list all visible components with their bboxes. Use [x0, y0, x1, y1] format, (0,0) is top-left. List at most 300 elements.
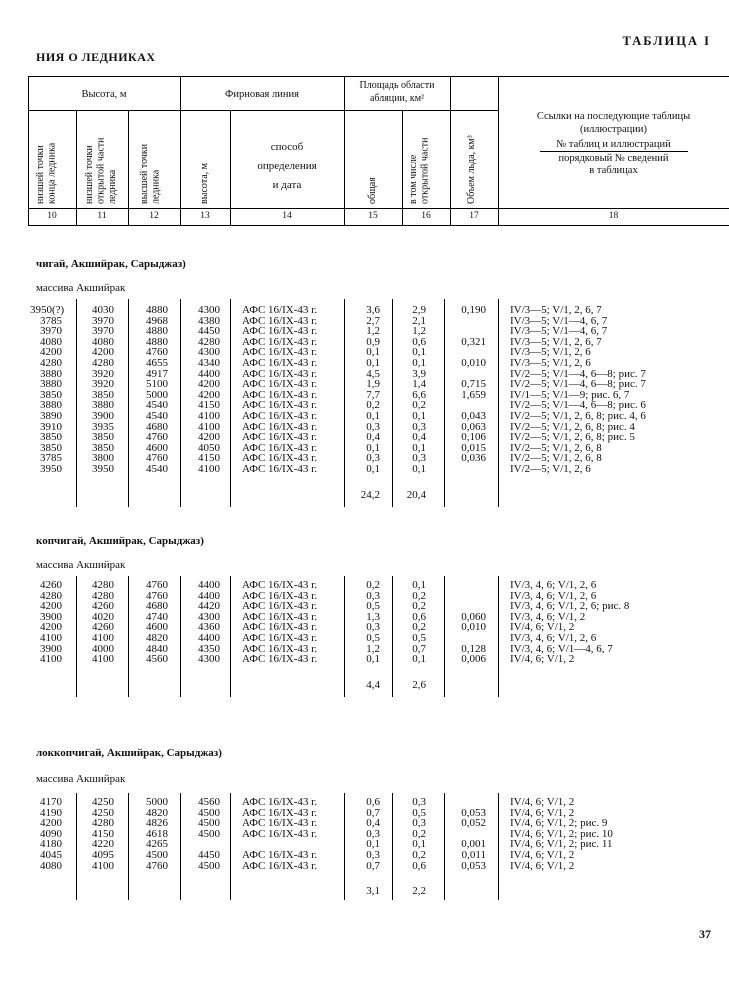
- table-cell: 4400: [198, 367, 220, 380]
- section-total: 3,1: [366, 885, 380, 897]
- table-cell: 4500: [198, 859, 220, 872]
- table-cell: 3935: [92, 420, 114, 433]
- table-cell: IV/4, 6; V/1, 2: [510, 796, 575, 808]
- table-cell: IV/4, 6; V/1, 2: [510, 859, 575, 872]
- table-cell: 0,011: [461, 849, 486, 861]
- section-subtitle: массива Акшийрак: [36, 559, 126, 571]
- table-cell: 4280: [92, 589, 114, 602]
- area-group-header: Площадь области абляции, км²: [359, 80, 435, 104]
- table-cell: 0,006: [461, 653, 486, 666]
- table-cell: 0,1: [412, 653, 426, 666]
- section-subtitle: массива Акшийрак: [36, 282, 126, 294]
- table-cell: 0,2: [412, 399, 426, 412]
- table-cell: 0,3: [366, 827, 380, 840]
- table-cell: 4200: [40, 346, 62, 359]
- table-cell: IV/3, 4, 6; V/1—4, 6, 7: [510, 642, 613, 655]
- table-cell: 4600: [146, 621, 168, 634]
- table-cell: 4200: [40, 600, 62, 613]
- table-cell: 4540: [146, 410, 168, 422]
- table-cell: 0,2: [366, 399, 380, 412]
- table-cell: 3910: [40, 420, 62, 433]
- table-cell: 0,5: [366, 600, 380, 613]
- table-cell: 0,6: [366, 796, 380, 808]
- table-cell: 3850: [40, 441, 62, 454]
- table-cell: 0,1: [412, 579, 426, 591]
- table-cell: IV/3, 4, 6; V/1, 2: [510, 610, 586, 623]
- table-cell: 4760: [146, 859, 168, 872]
- table-cell: 4170: [40, 796, 62, 808]
- table-cell: 4740: [146, 610, 168, 623]
- column-rule: [128, 299, 129, 507]
- table-cell: 4618: [146, 827, 168, 840]
- table-cell: 0,1: [412, 410, 426, 422]
- column-rule: [180, 576, 181, 697]
- table-cell: АФС 16/IX-43 г.: [242, 796, 318, 808]
- table-cell: 1,2: [366, 325, 380, 338]
- table-cell: АФС 16/IX-43 г.: [242, 304, 318, 316]
- table-cell: 3970: [92, 325, 114, 338]
- table-cell: АФС 16/IX-43 г.: [242, 817, 318, 830]
- table-cell: IV/4, 6; V/1, 2; рис. 10: [510, 827, 613, 840]
- table-cell: 4280: [40, 357, 62, 369]
- table-cell: 1,9: [366, 378, 380, 391]
- section-total: 2,6: [412, 679, 426, 691]
- column-rule: [180, 793, 181, 900]
- table-cell: 4280: [92, 579, 114, 591]
- table-cell: IV/3, 4, 6; V/1, 2, 6: [510, 589, 597, 602]
- table-cell: 4540: [146, 399, 168, 412]
- table-cell: 0,063: [461, 420, 486, 433]
- table-cell: АФС 16/IX-43 г.: [242, 849, 318, 861]
- column-rule: [344, 299, 345, 507]
- col18-header-tables: № таблиц и иллюстраций: [556, 139, 671, 150]
- section-title: чигай, Акшийрак, Сарыджаз): [36, 258, 186, 270]
- table-cell: 3970: [92, 314, 114, 327]
- table-cell: 0,2: [412, 849, 426, 861]
- table-cell: 0,3: [366, 589, 380, 602]
- table-cell: 4500: [198, 806, 220, 819]
- table-cell: 0,106: [461, 431, 486, 444]
- col11-header: низшей точки открытой части ледника: [84, 137, 118, 204]
- col16-header: в том числе открытой части: [408, 137, 431, 204]
- table-cell: 4340: [198, 357, 220, 369]
- table-cell: АФС 16/IX-43 г.: [242, 420, 318, 433]
- table-cell: 0,3: [366, 621, 380, 634]
- section-title: локкопчигай, Акшийрак, Сарыджаз): [36, 747, 222, 759]
- table-cell: 0,4: [366, 431, 380, 444]
- section-subtitle: массива Акшийрак: [36, 773, 126, 785]
- column-number: 16: [421, 211, 431, 221]
- table-cell: 4080: [40, 335, 62, 348]
- table-cell: 4880: [146, 304, 168, 316]
- table-cell: 0,1: [366, 441, 380, 454]
- column-rule: [344, 793, 345, 900]
- table-cell: 0,1: [366, 838, 380, 851]
- table-cell: 4820: [146, 632, 168, 644]
- table-cell: 6,6: [412, 388, 426, 401]
- table-cell: 4200: [198, 388, 220, 401]
- table-cell: АФС 16/IX-43 г.: [242, 827, 318, 840]
- col10-header: низшей точки конца ледника: [35, 142, 58, 204]
- col17-header: Объем льда, км³: [466, 135, 477, 204]
- table-cell: 0,010: [461, 357, 486, 369]
- table-cell: 3,9: [412, 367, 426, 380]
- table-cell: 4280: [92, 817, 114, 830]
- table-cell: 0,1: [412, 441, 426, 454]
- table-cell: 1,4: [412, 378, 426, 391]
- table-cell: 0,2: [412, 600, 426, 613]
- table-cell: 4760: [146, 589, 168, 602]
- table-cell: 4100: [92, 632, 114, 644]
- table-cell: IV/4, 6; V/1, 2; рис. 11: [510, 838, 613, 851]
- table-cell: АФС 16/IX-43 г.: [242, 399, 318, 412]
- table-cell: 0,3: [366, 420, 380, 433]
- table-cell: 4968: [146, 314, 168, 327]
- column-rule: [344, 576, 345, 697]
- table-cell: 0,3: [412, 796, 426, 808]
- col18-header-in-tables: в таблицах: [589, 165, 638, 176]
- table-cell: АФС 16/IX-43 г.: [242, 600, 318, 613]
- column-number: 13: [200, 211, 210, 221]
- table-cell: АФС 16/IX-43 г.: [242, 859, 318, 872]
- table-cell: 3970: [40, 325, 62, 338]
- table-cell: 1,2: [366, 642, 380, 655]
- column-number: 14: [282, 211, 292, 221]
- table-cell: АФС 16/IX-43 г.: [242, 653, 318, 666]
- table-cell: 3850: [92, 388, 114, 401]
- table-cell: 4100: [198, 463, 220, 475]
- table-cell: 3880: [40, 367, 62, 380]
- table-cell: АФС 16/IX-43 г.: [242, 621, 318, 634]
- table-cell: 0,3: [412, 420, 426, 433]
- table-cell: IV/4, 6; V/1, 2: [510, 806, 575, 819]
- table-cell: 4400: [198, 589, 220, 602]
- table-cell: 4880: [146, 335, 168, 348]
- table-cell: 0,321: [461, 335, 486, 348]
- table-cell: 4030: [92, 304, 114, 316]
- table-cell: 2,7: [366, 314, 380, 327]
- table-cell: АФС 16/IX-43 г.: [242, 463, 318, 475]
- table-cell: 3880: [40, 378, 62, 391]
- column-number: 15: [368, 211, 378, 221]
- table-cell: 4265: [146, 838, 168, 851]
- table-cell: IV/3—5; V/1—4, 6, 7: [510, 314, 608, 327]
- table-cell: 4100: [92, 653, 114, 666]
- table-cell: 4100: [40, 632, 62, 644]
- table-cell: 4400: [198, 632, 220, 644]
- table-cell: 0,190: [461, 304, 486, 316]
- table-cell: 1,3: [366, 610, 380, 623]
- table-cell: 4680: [146, 600, 168, 613]
- table-label: ТАБЛИЦА I: [622, 34, 711, 48]
- table-cell: 7,7: [366, 388, 380, 401]
- table-cell: IV/3—5; V/1, 2, 6: [510, 346, 591, 359]
- table-cell: 4500: [198, 817, 220, 830]
- table-cell: 4200: [92, 346, 114, 359]
- table-cell: 4260: [40, 579, 62, 591]
- table-cell: 0,3: [366, 849, 380, 861]
- table-cell: 3880: [92, 399, 114, 412]
- table-cell: 4450: [198, 325, 220, 338]
- table-cell: 0,5: [366, 632, 380, 644]
- table-cell: 0,9: [366, 335, 380, 348]
- table-cell: 4080: [40, 859, 62, 872]
- column-rule: [128, 793, 129, 900]
- column-number: 10: [47, 211, 57, 221]
- table-cell: 4095: [92, 849, 114, 861]
- table-cell: 0,5: [412, 632, 426, 644]
- section-total: 24,2: [360, 489, 380, 501]
- col15-header: общая: [367, 177, 378, 204]
- table-cell: 0,036: [461, 452, 486, 465]
- table-cell: 4260: [92, 621, 114, 634]
- table-cell: 4080: [92, 335, 114, 348]
- table-cell: 2,9: [412, 304, 426, 316]
- table-cell: 4760: [146, 579, 168, 591]
- table-cell: 4600: [146, 441, 168, 454]
- table-cell: 3,6: [366, 304, 380, 316]
- table-cell: 4760: [146, 431, 168, 444]
- table-cell: IV/3—5; V/1, 2, 6, 7: [510, 335, 602, 348]
- table-cell: 0,4: [412, 431, 426, 444]
- table-cell: 3850: [92, 431, 114, 444]
- table-cell: 4090: [40, 827, 62, 840]
- table-cell: 4300: [198, 346, 220, 359]
- table-cell: 3890: [40, 410, 62, 422]
- section-total: 20,4: [406, 489, 426, 501]
- table-cell: АФС 16/IX-43 г.: [242, 346, 318, 359]
- table-cell: 0,015: [461, 441, 486, 454]
- table-cell: АФС 16/IX-43 г.: [242, 642, 318, 655]
- table-cell: АФС 16/IX-43 г.: [242, 452, 318, 465]
- table-cell: 4300: [198, 610, 220, 623]
- column-rule: [498, 576, 499, 697]
- table-cell: 4280: [92, 357, 114, 369]
- table-cell: 4100: [198, 420, 220, 433]
- table-cell: 3785: [40, 314, 62, 327]
- table-cell: АФС 16/IX-43 г.: [242, 335, 318, 348]
- table-cell: 0,1: [366, 357, 380, 369]
- table-cell: 0,7: [366, 806, 380, 819]
- table-cell: 4880: [146, 325, 168, 338]
- table-cell: 3950: [40, 463, 62, 475]
- table-cell: АФС 16/IX-43 г.: [242, 410, 318, 422]
- col12-header: высшей точки ледника: [139, 143, 162, 204]
- table-cell: 4760: [146, 452, 168, 465]
- page-heading: НИЯ О ЛЕДНИКАХ: [36, 50, 156, 64]
- table-cell: 4200: [40, 621, 62, 634]
- table-cell: 0,1: [412, 838, 426, 851]
- col14-header: способ определения и дата: [257, 141, 317, 191]
- height-group-header: Высота, м: [81, 89, 127, 100]
- column-rule: [444, 793, 445, 900]
- table-cell: 0,5: [412, 806, 426, 819]
- table-cell: 4100: [92, 859, 114, 872]
- table-cell: 4400: [198, 579, 220, 591]
- table-cell: 4045: [40, 849, 62, 861]
- column-rule: [444, 576, 445, 697]
- col18-header-index: порядковый № сведений: [558, 153, 669, 164]
- table-cell: IV/2—5; V/1—4, 6—8; рис. 7: [510, 378, 646, 391]
- table-cell: 4100: [198, 410, 220, 422]
- table-cell: 0,128: [461, 642, 486, 655]
- table-cell: 4180: [40, 838, 62, 851]
- table-cell: IV/2—5; V/1—4, 6—8; рис. 6: [510, 399, 646, 412]
- table-cell: 0,1: [412, 357, 426, 369]
- table-cell: 5000: [146, 796, 168, 808]
- table-cell: IV/3, 4, 6; V/1, 2, 6: [510, 632, 597, 644]
- table-cell: 4380: [198, 314, 220, 327]
- table-cell: IV/4, 6; V/1, 2; рис. 9: [510, 817, 608, 830]
- table-cell: IV/3—5; V/1, 2, 6: [510, 357, 591, 369]
- section-total: 2,2: [412, 885, 426, 897]
- column-rule: [180, 299, 181, 507]
- column-rule: [392, 793, 393, 900]
- table-cell: 4655: [146, 357, 168, 369]
- table-cell: 4190: [40, 806, 62, 819]
- table-cell: 3950: [92, 463, 114, 475]
- table-cell: 4826: [146, 817, 168, 830]
- table-cell: 4350: [198, 642, 220, 655]
- table-cell: IV/3, 4, 6; V/1, 2, 6; рис. 8: [510, 600, 630, 613]
- table-cell: 4,5: [366, 367, 380, 380]
- table-cell: 0,715: [461, 378, 486, 391]
- table-cell: 4917: [146, 367, 168, 380]
- table-cell: IV/2—5; V/1—4, 6—8; рис. 7: [510, 367, 646, 380]
- table-cell: АФС 16/IX-43 г.: [242, 388, 318, 401]
- table-cell: 0,2: [366, 579, 380, 591]
- table-cell: 0,053: [461, 806, 486, 819]
- column-number: 18: [608, 211, 619, 221]
- table-cell: IV/3—5; V/1, 2, 6, 7: [510, 304, 602, 316]
- col13-header: высота, м: [199, 162, 210, 204]
- table-cell: 0,7: [412, 642, 426, 655]
- table-cell: АФС 16/IX-43 г.: [242, 579, 318, 591]
- column-rule: [392, 299, 393, 507]
- table-cell: 3900: [40, 642, 62, 655]
- table-cell: АФС 16/IX-43 г.: [242, 589, 318, 602]
- table-cell: АФС 16/IX-43 г.: [242, 357, 318, 369]
- table-cell: АФС 16/IX-43 г.: [242, 806, 318, 819]
- column-rule: [230, 793, 231, 900]
- col18-header-sub: (иллюстрации): [579, 124, 648, 135]
- column-rule: [498, 299, 499, 507]
- table-cell: АФС 16/IX-43 г.: [242, 325, 318, 338]
- column-number: 11: [97, 211, 107, 221]
- table-cell: IV/2—5; V/1, 2, 6: [510, 463, 591, 475]
- table-cell: 4260: [92, 600, 114, 613]
- table-cell: 4300: [198, 653, 220, 666]
- table-cell: 4220: [92, 838, 114, 851]
- table-cell: IV/3—5; V/1—4, 6, 7: [510, 325, 608, 338]
- table-cell: 0,7: [366, 859, 380, 872]
- section-title: копчигай, Акшийрак, Сарыджаз): [36, 535, 204, 547]
- table-cell: 2,1: [412, 314, 426, 327]
- table-cell: IV/2—5; V/1, 2, 6, 8: [510, 452, 602, 465]
- table-cell: АФС 16/IX-43 г.: [242, 367, 318, 380]
- table-cell: АФС 16/IX-43 г.: [242, 378, 318, 391]
- column-rule: [76, 299, 77, 507]
- table-cell: IV/2—5; V/1, 2, 6, 8: [510, 441, 602, 454]
- table-cell: АФС 16/IX-43 г.: [242, 314, 318, 327]
- table-cell: 4840: [146, 642, 168, 655]
- table-cell: 0,6: [412, 335, 426, 348]
- table-cell: АФС 16/IX-43 г.: [242, 441, 318, 454]
- table-cell: 0,2: [412, 589, 426, 602]
- table-cell: 3850: [40, 431, 62, 444]
- table-cell: IV/3, 4, 6; V/1, 2, 6: [510, 579, 597, 591]
- table-cell: АФС 16/IX-43 г.: [242, 610, 318, 623]
- table-cell: 0,3: [412, 817, 426, 830]
- table-cell: 4540: [146, 463, 168, 475]
- table-cell: 0,3: [366, 452, 380, 465]
- table-cell: 4280: [40, 589, 62, 602]
- column-number: 17: [469, 211, 479, 221]
- table-cell: 3850: [40, 388, 62, 401]
- table-cell: 0,2: [412, 621, 426, 634]
- column-number: 12: [149, 211, 159, 221]
- table-cell: 4450: [198, 849, 220, 861]
- table-cell: 0,1: [366, 410, 380, 422]
- table-cell: 0,001: [461, 838, 486, 851]
- firn-group-header: Фирновая линия: [225, 89, 299, 100]
- table-cell: 0,053: [461, 859, 486, 872]
- table-cell: 4560: [146, 653, 168, 666]
- table-cell: 0,1: [412, 346, 426, 359]
- page-number: 37: [699, 927, 711, 941]
- table-cell: 0,1: [366, 463, 380, 475]
- table-cell: IV/1—5; V/1—9; рис. 6, 7: [510, 388, 630, 401]
- table-cell: 3800: [92, 452, 114, 465]
- table-cell: 0,010: [461, 621, 486, 634]
- table-cell: 4500: [146, 849, 168, 861]
- table-cell: 4250: [92, 796, 114, 808]
- table-cell: 3920: [92, 378, 114, 391]
- table-cell: 5100: [146, 378, 168, 391]
- table-cell: 4050: [198, 441, 220, 454]
- column-rule: [76, 576, 77, 697]
- table-cell: 0,052: [461, 817, 486, 830]
- table-cell: 3900: [40, 610, 62, 623]
- table-cell: 0,6: [412, 610, 426, 623]
- table-cell: 0,043: [461, 410, 486, 422]
- table-cell: 4250: [92, 806, 114, 819]
- table-cell: 4420: [198, 600, 220, 613]
- table-cell: 3900: [92, 410, 114, 422]
- table-cell: 4000: [92, 642, 114, 655]
- table-cell: IV/2—5; V/1, 2, 6, 8; рис. 5: [510, 431, 635, 444]
- table-cell: 0,4: [366, 817, 380, 830]
- table-cell: IV/4, 6; V/1, 2: [510, 849, 575, 861]
- table-cell: 4280: [198, 335, 220, 348]
- table-cell: IV/2—5; V/1, 2, 6, 8; рис. 4, 6: [510, 410, 646, 422]
- table-cell: 4200: [198, 378, 220, 391]
- column-rule: [76, 793, 77, 900]
- column-rule: [230, 299, 231, 507]
- table-cell: 1,2: [412, 325, 426, 338]
- table-cell: 4500: [198, 827, 220, 840]
- table-cell: IV/2—5; V/1, 2, 6, 8; рис. 4: [510, 420, 635, 433]
- col18-header-title: Ссылки на последующие таблицы: [536, 111, 691, 122]
- section-total: 4,4: [366, 679, 380, 691]
- column-rule: [128, 576, 129, 697]
- table-cell: 0,2: [412, 827, 426, 840]
- table-cell: 1,659: [461, 388, 486, 401]
- table-cell: 3950(?): [30, 304, 65, 316]
- table-cell: 5000: [146, 388, 168, 401]
- table-cell: 4150: [92, 827, 114, 840]
- table-cell: 4760: [146, 346, 168, 359]
